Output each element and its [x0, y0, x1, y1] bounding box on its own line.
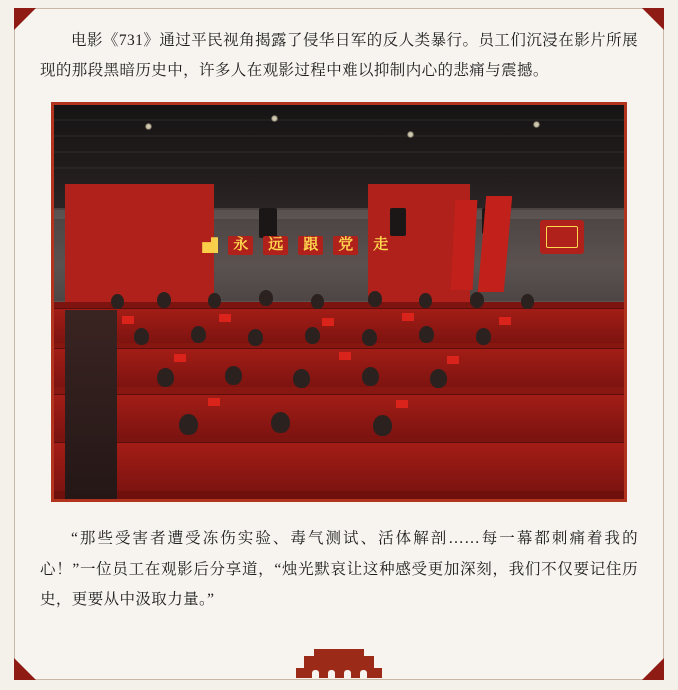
party-emblem-icon [202, 237, 218, 253]
red-mural-left [65, 184, 213, 318]
slogan-char-4: 党 [333, 236, 358, 255]
red-wall-seal [540, 220, 584, 254]
audience-seating [54, 302, 624, 499]
theater-aisle [65, 310, 116, 499]
slogan-char-5: 走 [368, 236, 393, 255]
slogan-char-2: 远 [263, 236, 288, 255]
slogan-char-1: 永 [228, 236, 253, 255]
red-flag-1 [451, 200, 478, 290]
paragraph-quote: “那些受害者遭受冻伤实验、毒气测试、活体解剖……每一幕都刺痛着我的心！”一位员工在观影后分享道，“烛光默哀让这种感受更加深刻，我们不仅要记住历史，更要从中汲取力量。” [40, 530, 638, 608]
paragraph-intro: 电影《731》通过平民视角揭露了侵华日军的反人类暴行。员工们沉浸在影片所展现的那段黑暗历史中，许多人在观影过程中难以抑制内心的悲痛与震撼。 [40, 32, 638, 80]
cinema-photo [51, 102, 627, 502]
content-area [14, 8, 664, 680]
cinema-photo-image [54, 105, 624, 499]
slogan-banner [202, 228, 396, 263]
slogan-char-3: 跟 [298, 236, 323, 255]
tiananmen-gate-ornament [296, 644, 382, 678]
